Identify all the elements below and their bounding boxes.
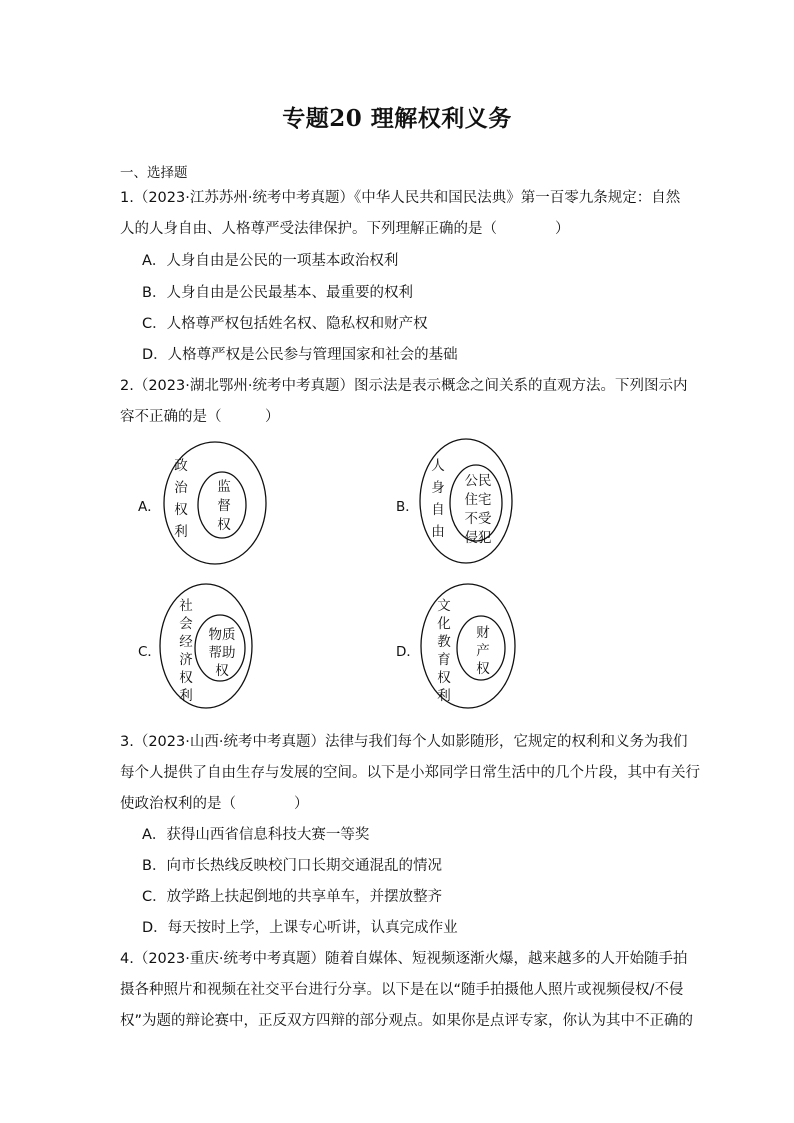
question-3-option-c: C．放学路上扶起倒地的共享单车，并摆放整齐: [142, 889, 443, 905]
diagram-d-outer-char: 教: [437, 634, 451, 650]
diagram-a-outer-char: 利: [174, 524, 188, 540]
diagram-c: [158, 580, 258, 712]
question-1-option-a: A．人身自由是公民的一项基本政治权利: [142, 253, 399, 269]
diagram-c-outer-char: 社: [179, 598, 193, 614]
diagram-b-outer-char: 人: [431, 458, 445, 474]
question-4-line-2: 摄各种照片和视频在社交平台进行分享。以下是在以“随手拍摄他人照片或视频侵权/不侵: [120, 982, 684, 998]
diagram-d-outer-char: 权: [437, 670, 451, 686]
diagram-a-inner-char: 权: [217, 517, 231, 533]
diagram-c-outer-char: 权: [179, 670, 193, 686]
question-3-option-a: A．获得山西省信息科技大赛一等奖: [142, 827, 370, 843]
question-2-line-1: 2.（2023·湖北鄂州·统考中考真题）图示法是表示概念之间关系的直观方法。下列图示内: [120, 378, 688, 394]
question-2-line-2: 容不正确的是（ ）: [120, 409, 280, 425]
diagram-d-inner-char: 权: [476, 661, 490, 677]
diagram-a-inner-char: 督: [217, 498, 231, 514]
diagram-c-outer-char: 济: [179, 652, 193, 668]
diagram-b: [418, 435, 518, 567]
diagram-c-outer-char: 会: [179, 616, 193, 632]
question-3-line-2: 每个人提供了自由生存与发展的空间。以下是小郑同学日常生活中的几个片段，其中有关行: [120, 765, 700, 781]
question-3-line-1: 3.（2023·山西·统考中考真题）法律与我们每个人如影随形，它规定的权利和义务为我们: [120, 734, 688, 750]
diagram-c-label: C．: [138, 644, 161, 660]
diagram-c-inner-text: 权: [215, 663, 229, 679]
question-4-line-3: 权”为题的辩论赛中，正反双方四辩的部分观点。如果你是点评专家，你认为其中不正确的: [120, 1013, 694, 1029]
diagram-c-outer-char: 经: [179, 634, 193, 650]
diagram-d-inner-char: 产: [476, 643, 490, 659]
diagram-b-inner-text: 侵犯: [464, 530, 492, 546]
diagram-b-inner-text: 住宅: [464, 492, 492, 508]
diagram-b-inner-text: 公民: [464, 473, 492, 489]
diagram-b-outer-char: 身: [431, 480, 445, 496]
section-heading: 一、选择题: [120, 165, 188, 181]
diagram-c-inner-text: 帮助: [208, 645, 236, 661]
diagram-a-outer-char: 治: [174, 480, 188, 496]
diagram-b-label: B．: [396, 499, 419, 515]
diagram-d-outer-char: 育: [437, 652, 451, 668]
diagram-c-outer-char: 利: [179, 688, 193, 704]
diagram-c-outer-ellipse: [160, 584, 252, 708]
diagram-a-outer-char: 权: [174, 502, 188, 518]
question-3-option-d: D．每天按时上学，上课专心听讲，认真完成作业: [142, 920, 458, 936]
diagram-a-outer-char: 政: [174, 458, 188, 474]
diagram-a-inner-char: 监: [217, 479, 231, 495]
question-1-line-1: 1.（2023·江苏苏州·统考中考真题）《中华人民共和国民法典》第一百零九条规定：自然: [120, 190, 681, 206]
question-3-line-3: 使政治权利的是（ ）: [120, 796, 309, 812]
question-4-line-1: 4.（2023·重庆·统考中考真题）随着自媒体、短视频逐渐火爆，越来越多的人开始随手拍: [120, 951, 688, 967]
question-1-line-2: 人的人身自由、人格尊严受法律保护。下列理解正确的是（ ）: [120, 221, 570, 237]
diagram-d-outer-ellipse: [421, 584, 515, 708]
diagram-c-inner-text: 物质: [208, 627, 236, 643]
diagram-b-outer-char: 自: [431, 502, 445, 518]
diagram-a: [160, 438, 270, 568]
diagram-d-outer-char: 化: [437, 616, 451, 632]
diagram-d-inner-char: 财: [476, 625, 490, 641]
question-1-option-b: B．人身自由是公民最基本、最重要的权利: [142, 285, 413, 301]
diagram-d-outer-char: 文: [437, 598, 451, 614]
diagram-a-label: A．: [138, 499, 161, 515]
question-1-option-d: D．人格尊严权是公民参与管理国家和社会的基础: [142, 347, 458, 363]
diagram-b-outer-char: 由: [431, 524, 445, 540]
question-1-option-c: C．人格尊严权包括姓名权、隐私权和财产权: [142, 316, 428, 332]
diagram-d-label: D．: [396, 644, 420, 660]
question-3-option-b: B．向市长热线反映校门口长期交通混乱的情况: [142, 858, 442, 874]
diagram-d: [418, 580, 523, 712]
diagram-d-outer-char: 利: [437, 688, 451, 704]
diagram-b-inner-text: 不受: [464, 511, 492, 527]
page-title: 专题20 理解权利义务: [282, 105, 512, 132]
